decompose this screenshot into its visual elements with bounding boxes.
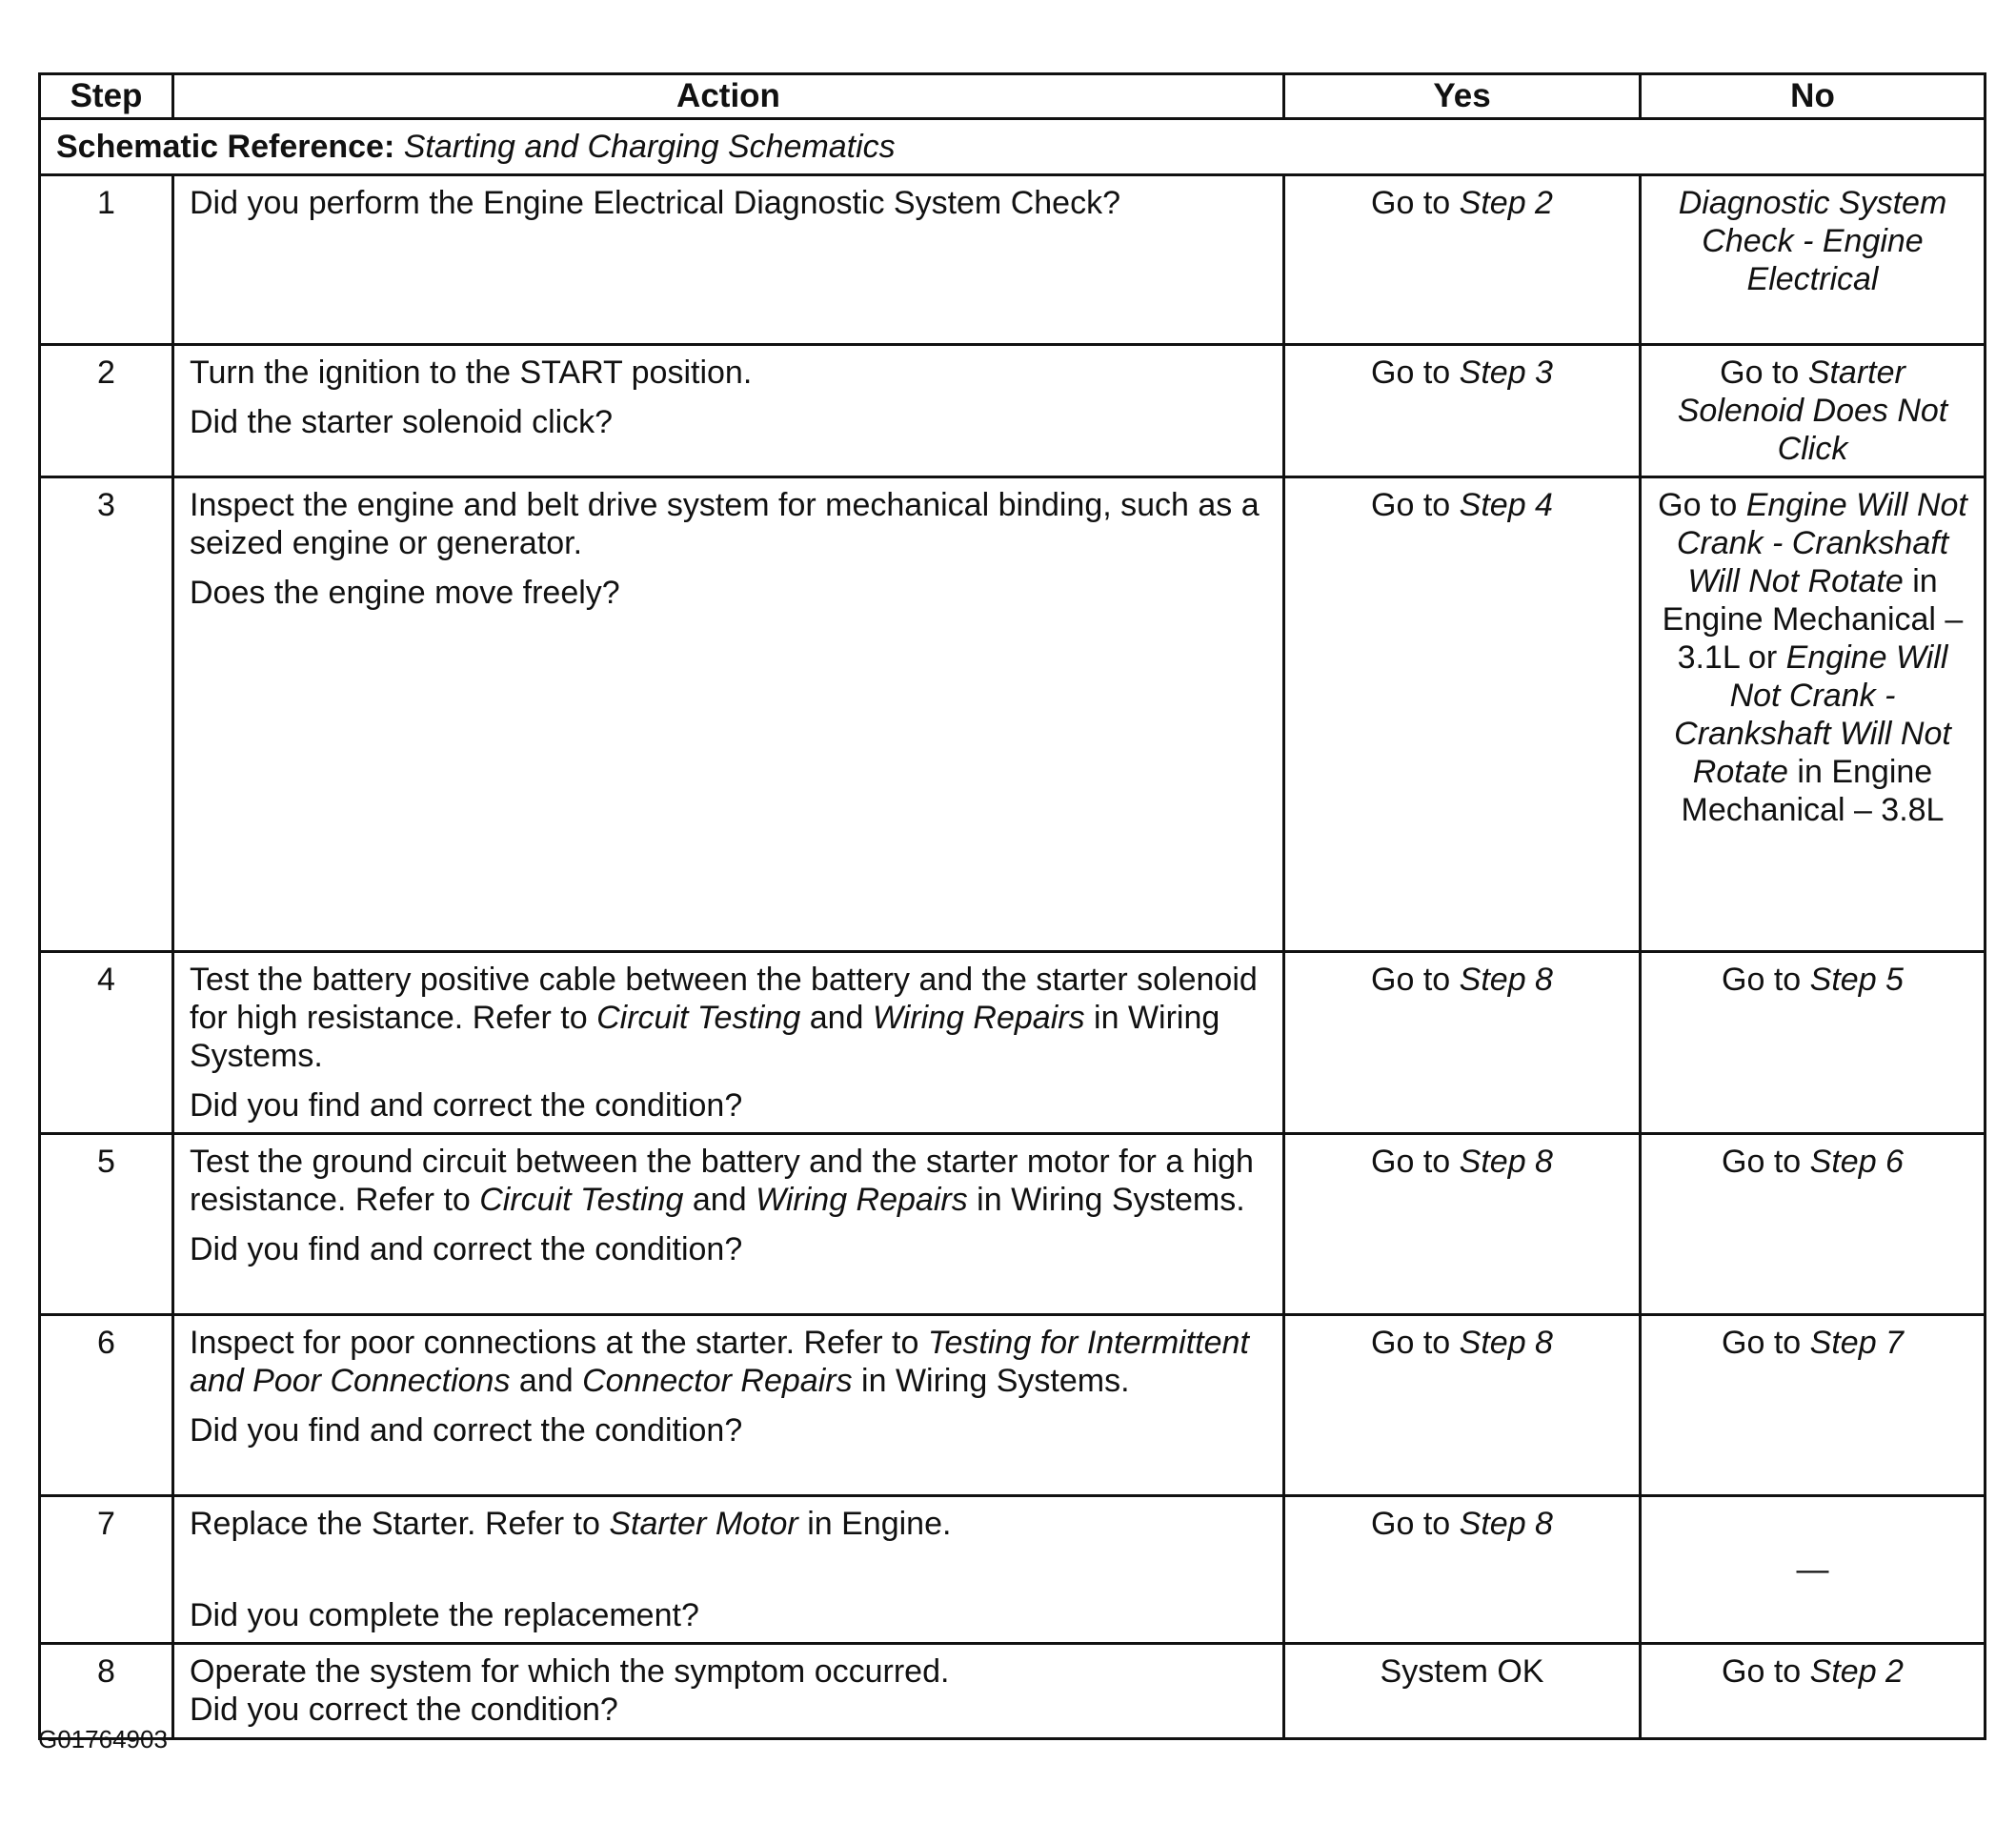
step-number: 7 xyxy=(40,1496,173,1644)
schematic-reference-row xyxy=(40,119,1986,175)
action-question: Did you correct the condition? xyxy=(190,1692,618,1728)
action-text: Did you perform the Engine Electrical Diagnostic System Check? xyxy=(190,185,1120,221)
no-link[interactable]: Step 6 xyxy=(1809,1144,1904,1180)
no-link[interactable]: Step 2 xyxy=(1809,1653,1904,1690)
table-row xyxy=(40,1644,1986,1739)
action-question: Did you find and correct the condition? xyxy=(190,1231,743,1267)
yes-prefix: Go to xyxy=(1371,1325,1451,1361)
action-question: Does the engine move freely? xyxy=(190,575,620,611)
schematic-reference xyxy=(40,119,1986,175)
yes-link[interactable]: Step 2 xyxy=(1459,185,1553,221)
yes-prefix: Go to xyxy=(1371,1144,1451,1180)
yes-link[interactable]: Step 4 xyxy=(1459,487,1553,523)
action-question: Did the starter solenoid click? xyxy=(190,404,614,440)
step-number: 8 xyxy=(40,1644,173,1739)
yes-prefix: Go to xyxy=(1371,487,1451,523)
action-link[interactable]: Circuit Testing xyxy=(596,1000,801,1036)
step-number: 4 xyxy=(40,952,173,1134)
no-mid-text: in Engine Mechanical – 3.1L or xyxy=(1662,563,1964,676)
header-row xyxy=(40,74,1986,119)
no-link[interactable]: Starter Solenoid Does Not Click xyxy=(1677,355,1948,467)
action-cell xyxy=(173,1315,1284,1496)
table-row xyxy=(40,1134,1986,1315)
yes-link[interactable]: Step 8 xyxy=(1459,1506,1553,1542)
action-text-part: Replace the Starter. Refer to xyxy=(190,1506,600,1542)
no-cell xyxy=(1641,175,1986,345)
no-dash: — xyxy=(1796,1551,1829,1588)
no-cell xyxy=(1641,1496,1986,1644)
action-text: Inspect the engine and belt drive system for mechanical binding, such as a seized engine or generator. xyxy=(190,487,1260,561)
no-link[interactable]: Step 7 xyxy=(1809,1325,1904,1361)
no-in-text: in xyxy=(1797,754,1823,790)
action-text-part: in Wiring Systems. xyxy=(190,1000,1220,1074)
no-prefix: Go to xyxy=(1722,1325,1802,1361)
spacer xyxy=(190,1554,1267,1596)
action-text-part: and xyxy=(809,1000,864,1036)
action-text xyxy=(190,1143,1267,1219)
schematic-reference-label: Schematic Reference: xyxy=(56,129,395,165)
action-text xyxy=(190,1324,1267,1400)
action-link[interactable]: Starter Motor xyxy=(609,1506,798,1542)
no-prefix: Go to xyxy=(1722,1144,1802,1180)
yes-result: System OK xyxy=(1380,1653,1544,1690)
no-prefix: Go to xyxy=(1720,355,1800,391)
no-cell xyxy=(1641,345,1986,477)
no-link-3-8l[interactable]: Engine Will Not Crank - Crankshaft Will Not Rotate xyxy=(1674,639,1951,790)
header-no: No xyxy=(1641,74,1986,119)
action-text-part: and xyxy=(518,1363,574,1399)
action-text-part: in Wiring Systems. xyxy=(861,1363,1130,1399)
action-text-part: Test the ground circuit between the battery and the starter motor for a high resistance. Refer to xyxy=(190,1144,1254,1218)
action-text xyxy=(190,1505,1267,1543)
action-link[interactable]: Testing for Intermittent and Poor Connections xyxy=(190,1325,1249,1399)
yes-link[interactable]: Step 3 xyxy=(1459,355,1553,391)
yes-prefix: Go to xyxy=(1371,355,1451,391)
no-cell xyxy=(1641,1315,1986,1496)
yes-prefix: Go to xyxy=(1371,1506,1451,1542)
action-question: Did you find and correct the condition? xyxy=(190,1412,743,1449)
no-cell xyxy=(1641,1644,1986,1739)
yes-link[interactable]: Step 8 xyxy=(1459,962,1553,998)
action-cell xyxy=(173,345,1284,477)
step-number: 2 xyxy=(40,345,173,477)
table-row xyxy=(40,1496,1986,1644)
yes-link[interactable]: Step 8 xyxy=(1459,1144,1553,1180)
yes-cell xyxy=(1284,1496,1641,1644)
no-prefix: Go to xyxy=(1722,1653,1802,1690)
action-cell xyxy=(173,1644,1284,1739)
action-cell xyxy=(173,1134,1284,1315)
yes-cell xyxy=(1284,1134,1641,1315)
yes-cell xyxy=(1284,477,1641,952)
step-number: 1 xyxy=(40,175,173,345)
table-row xyxy=(40,1315,1986,1496)
action-cell xyxy=(173,175,1284,345)
action-text-part: in Engine. xyxy=(807,1506,952,1542)
yes-prefix: Go to xyxy=(1371,185,1451,221)
table-row xyxy=(40,175,1986,345)
yes-cell xyxy=(1284,952,1641,1134)
action-question: Did you complete the replacement? xyxy=(190,1597,699,1633)
header-step: Step xyxy=(40,74,173,119)
action-text-part: Inspect for poor connections at the starter. Refer to xyxy=(190,1325,919,1361)
action-link[interactable]: Connector Repairs xyxy=(582,1363,853,1399)
figure-id: G01764903 xyxy=(38,1725,168,1753)
action-text xyxy=(190,961,1267,1075)
action-text-part: and xyxy=(692,1182,747,1218)
action-text: Turn the ignition to the START position. xyxy=(190,355,753,391)
yes-cell xyxy=(1284,1315,1641,1496)
no-prefix: Go to xyxy=(1722,962,1802,998)
no-prefix: Go to xyxy=(1658,487,1738,523)
header-yes: Yes xyxy=(1284,74,1641,119)
action-link[interactable]: Circuit Testing xyxy=(479,1182,684,1218)
no-link-3-1l[interactable]: Engine Will Not Crank - Crankshaft Will Not Rotate xyxy=(1676,487,1967,599)
step-number: 6 xyxy=(40,1315,173,1496)
step-number: 5 xyxy=(40,1134,173,1315)
action-text: Operate the system for which the symptom occurred. xyxy=(190,1653,950,1690)
step-number: 3 xyxy=(40,477,173,952)
action-link[interactable]: Wiring Repairs xyxy=(756,1182,968,1218)
action-cell xyxy=(173,952,1284,1134)
diagnostic-table xyxy=(38,72,1986,1740)
table-row xyxy=(40,952,1986,1134)
action-question: Did you find and correct the condition? xyxy=(190,1087,743,1124)
yes-link[interactable]: Step 8 xyxy=(1459,1325,1553,1361)
action-link[interactable]: Wiring Repairs xyxy=(872,1000,1085,1036)
diagnostic-table-container xyxy=(38,72,1984,1728)
yes-cell xyxy=(1284,1644,1641,1739)
no-cell xyxy=(1641,1134,1986,1315)
table-row xyxy=(40,477,1986,952)
yes-cell xyxy=(1284,175,1641,345)
action-cell xyxy=(173,1496,1284,1644)
action-cell xyxy=(173,477,1284,952)
yes-cell xyxy=(1284,345,1641,477)
no-link[interactable]: Diagnostic System Check - Engine Electrical xyxy=(1678,185,1947,297)
action-text-part: Test the battery positive cable between the battery and the starter solenoid for high resistance. Refer to xyxy=(190,962,1258,1036)
no-cell xyxy=(1641,477,1986,952)
schematic-reference-value: Starting and Charging Schematics xyxy=(403,129,896,165)
no-link[interactable]: Step 5 xyxy=(1809,962,1904,998)
action-text-part: in Wiring Systems. xyxy=(977,1182,1245,1218)
table-row xyxy=(40,345,1986,477)
header-action: Action xyxy=(173,74,1284,119)
no-cell xyxy=(1641,952,1986,1134)
yes-prefix: Go to xyxy=(1371,962,1451,998)
no-post-text: Engine Mechanical – 3.8L xyxy=(1681,754,1945,828)
